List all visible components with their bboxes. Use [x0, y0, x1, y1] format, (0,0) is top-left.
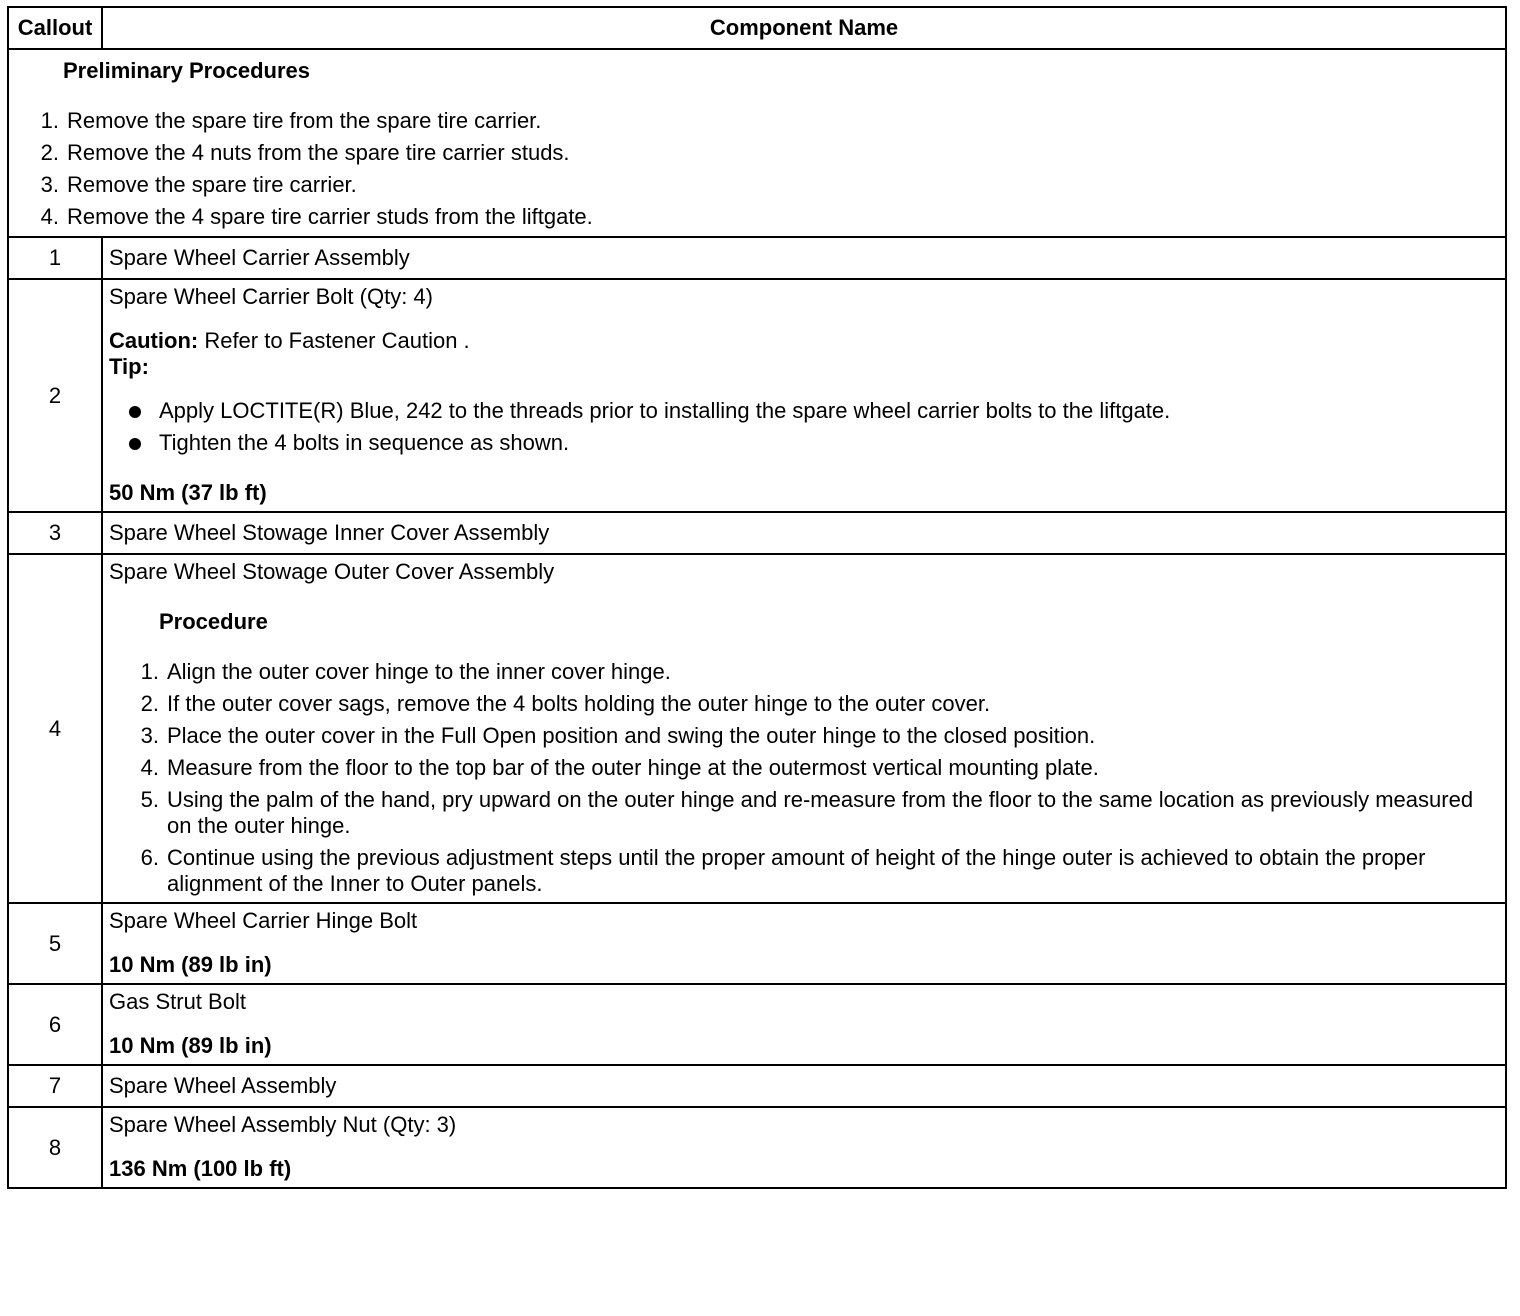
caution-line	[109, 328, 1499, 354]
callout-cell: 5	[8, 903, 102, 984]
component-name: Gas Strut Bolt	[109, 989, 246, 1014]
callout-cell: 6	[8, 984, 102, 1065]
torque-spec: 50 Nm (37 lb ft)	[109, 480, 267, 505]
table-row	[8, 1107, 1506, 1188]
component-name-cell: Spare Wheel Carrier Assembly	[102, 237, 1506, 279]
component-detail-cell	[102, 279, 1506, 512]
callout-header: Callout	[8, 7, 102, 49]
component-name: Spare Wheel Carrier Bolt (Qty: 4)	[109, 284, 433, 309]
table-row	[8, 237, 1506, 279]
preliminary-title: Preliminary Procedures	[63, 58, 311, 83]
component-name-header: Component Name	[102, 7, 1506, 49]
bullet-icon	[109, 430, 159, 456]
component-detail-cell	[102, 1107, 1506, 1188]
procedure-title: Procedure	[159, 609, 268, 634]
callout-cell: 4	[8, 554, 102, 903]
component-detail-cell	[102, 554, 1506, 903]
torque-spec: 10 Nm (89 lb in)	[109, 1033, 272, 1058]
callout-cell: 2	[8, 279, 102, 512]
list-item: Tighten the 4 bolts in sequence as shown.	[109, 430, 1499, 456]
caution-text: Refer to Fastener Caution .	[198, 328, 470, 353]
table-row	[8, 279, 1506, 512]
component-name-cell: Spare Wheel Assembly	[102, 1065, 1506, 1107]
component-name: Spare Wheel Carrier Hinge Bolt	[109, 908, 418, 933]
table-row	[8, 554, 1506, 903]
component-detail-cell	[102, 984, 1506, 1065]
table-header-row	[8, 7, 1506, 49]
list-item: Apply LOCTITE(R) Blue, 242 to the threads prior to installing the spare wheel carrier bolts to the liftgate.	[109, 398, 1499, 424]
callout-cell: 7	[8, 1065, 102, 1107]
callout-cell: 1	[8, 237, 102, 279]
caution-label: Caution:	[109, 328, 199, 353]
list-item: 4. Remove the 4 spare tire carrier studs from the liftgate.	[40, 204, 593, 229]
preliminary-procedures	[8, 49, 1506, 237]
table-row	[8, 512, 1506, 554]
component-name: Spare Wheel Stowage Outer Cover Assembly	[109, 559, 555, 584]
torque-spec: 136 Nm (100 lb ft)	[109, 1156, 292, 1181]
table-row	[8, 903, 1506, 984]
preliminary-steps	[9, 108, 1505, 230]
list-item: 2. Remove the 4 nuts from the spare tire carrier studs.	[40, 140, 570, 165]
table-row	[8, 1065, 1506, 1107]
component-name-cell: Spare Wheel Stowage Inner Cover Assembly	[102, 512, 1506, 554]
list-item: 6. Continue using the previous adjustment steps until the proper amount of height of the hinge outer is achieved to obtain the proper alignment of the Inner to Outer panels.	[140, 845, 1426, 896]
table-row	[8, 984, 1506, 1065]
bullet-icon	[109, 398, 159, 424]
preliminary-row	[8, 49, 1506, 237]
procedure-steps	[109, 659, 1499, 897]
list-item: 3. Remove the spare tire carrier.	[40, 172, 357, 197]
tip-label: Tip:	[109, 354, 149, 379]
list-item: 5. Using the palm of the hand, pry upward on the outer hinge and re-measure from the floor to the same location as previously measured on the outer hinge.	[140, 787, 1474, 838]
tip-list	[109, 398, 1499, 456]
component-detail-cell	[102, 903, 1506, 984]
callout-cell: 3	[8, 512, 102, 554]
component-table	[7, 6, 1507, 1189]
torque-spec: 10 Nm (89 lb in)	[109, 952, 272, 977]
list-item: 1. Remove the spare tire from the spare tire carrier.	[40, 108, 542, 133]
callout-cell: 8	[8, 1107, 102, 1188]
list-item: 4. Measure from the floor to the top bar of the outer hinge at the outermost vertical mounting plate.	[140, 755, 1099, 780]
component-name: Spare Wheel Assembly Nut (Qty: 3)	[109, 1112, 457, 1137]
list-item: 3. Place the outer cover in the Full Open position and swing the outer hinge to the closed position.	[140, 723, 1096, 748]
list-item: 1. Align the outer cover hinge to the inner cover hinge.	[140, 659, 671, 684]
list-item: 2. If the outer cover sags, remove the 4 bolts holding the outer hinge to the outer cover.	[140, 691, 991, 716]
